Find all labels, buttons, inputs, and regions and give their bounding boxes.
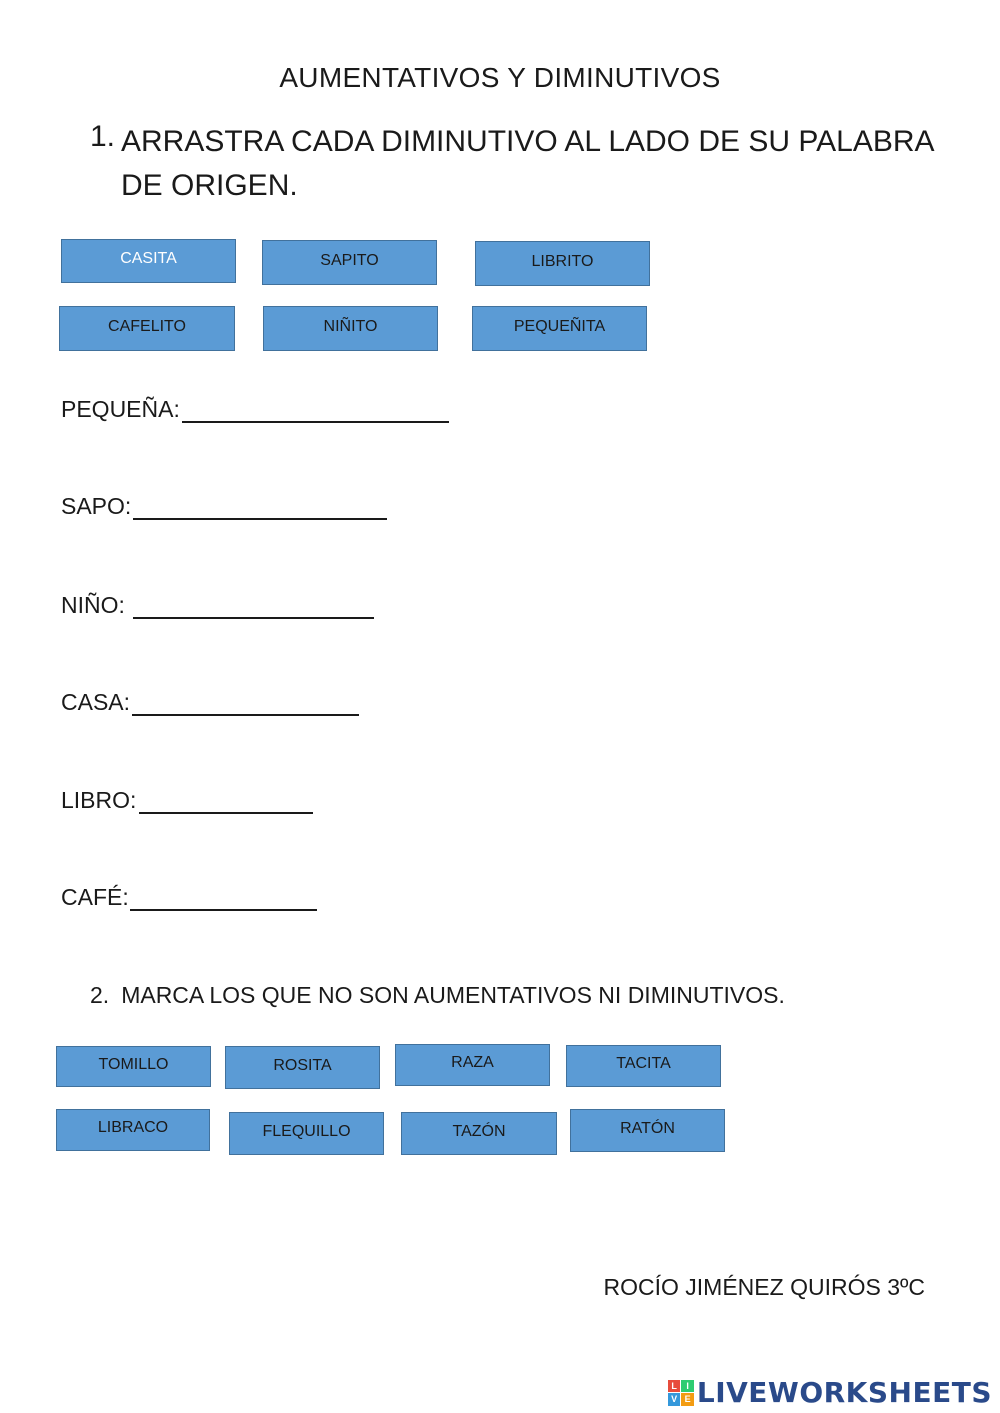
select-tile-rosita[interactable]: ROSITA xyxy=(225,1046,380,1089)
select-tile-raton[interactable]: RATÓN xyxy=(570,1109,725,1152)
line-label-nino: NIÑO: xyxy=(61,592,125,618)
select-tile-raza[interactable]: RAZA xyxy=(395,1044,550,1086)
drag-tile-casita[interactable]: CASITA xyxy=(61,239,236,283)
author-credit: ROCÍO JIMÉNEZ QUIRÓS 3ºC xyxy=(603,1274,925,1300)
drag-tile-librito[interactable]: LIBRITO xyxy=(475,241,650,286)
question-1-text: ARRASTRA CADA DIMINUTIVO AL LADO DE SU PALABRA DE ORIGEN. xyxy=(121,125,933,202)
answer-blank-casa[interactable] xyxy=(132,714,359,716)
line-label-casa: CASA: xyxy=(61,689,131,715)
answer-blank-pequena[interactable] xyxy=(182,421,449,423)
line-label-sapo: SAPO: xyxy=(61,493,132,519)
question-2-text: MARCA LOS QUE NO SON AUMENTATIVOS NI DIMINUTIVOS. xyxy=(121,982,785,1008)
question-2-number: 2. xyxy=(90,982,110,1008)
select-tile-flequillo[interactable]: FLEQUILLO xyxy=(229,1112,384,1155)
answer-blank-sapo[interactable] xyxy=(133,518,387,520)
select-tile-tazon[interactable]: TAZÓN xyxy=(401,1112,557,1155)
question-1-number: 1. xyxy=(90,120,116,153)
answer-blank-libro[interactable] xyxy=(139,812,313,814)
select-tile-tomillo[interactable]: TOMILLO xyxy=(56,1046,211,1087)
drag-tile-sapito[interactable]: SAPITO xyxy=(262,240,437,285)
liveworksheets-logo xyxy=(668,1376,992,1409)
drag-tile-pequenita[interactable]: PEQUEÑITA xyxy=(472,306,647,351)
line-label-libro: LIBRO: xyxy=(61,787,137,813)
question-2 xyxy=(90,982,785,1009)
worksheet-title: AUMENTATIVOS Y DIMINUTIVOS xyxy=(279,62,721,93)
line-label-cafe: CAFÉ: xyxy=(61,884,129,910)
drag-tile-cafelito[interactable]: CAFELITO xyxy=(59,306,235,351)
select-tile-libraco[interactable]: LIBRACO xyxy=(56,1109,210,1151)
answer-blank-cafe[interactable] xyxy=(130,909,317,911)
logo-text: LIVEWORKSHEETS xyxy=(696,1376,992,1409)
line-label-pequena: PEQUEÑA: xyxy=(61,396,180,422)
answer-blank-nino[interactable] xyxy=(133,617,374,619)
logo-mark-icon: L I V E xyxy=(668,1380,694,1406)
drag-tile-ninito[interactable]: NIÑITO xyxy=(263,306,438,351)
select-tile-tacita[interactable]: TACITA xyxy=(566,1045,721,1087)
